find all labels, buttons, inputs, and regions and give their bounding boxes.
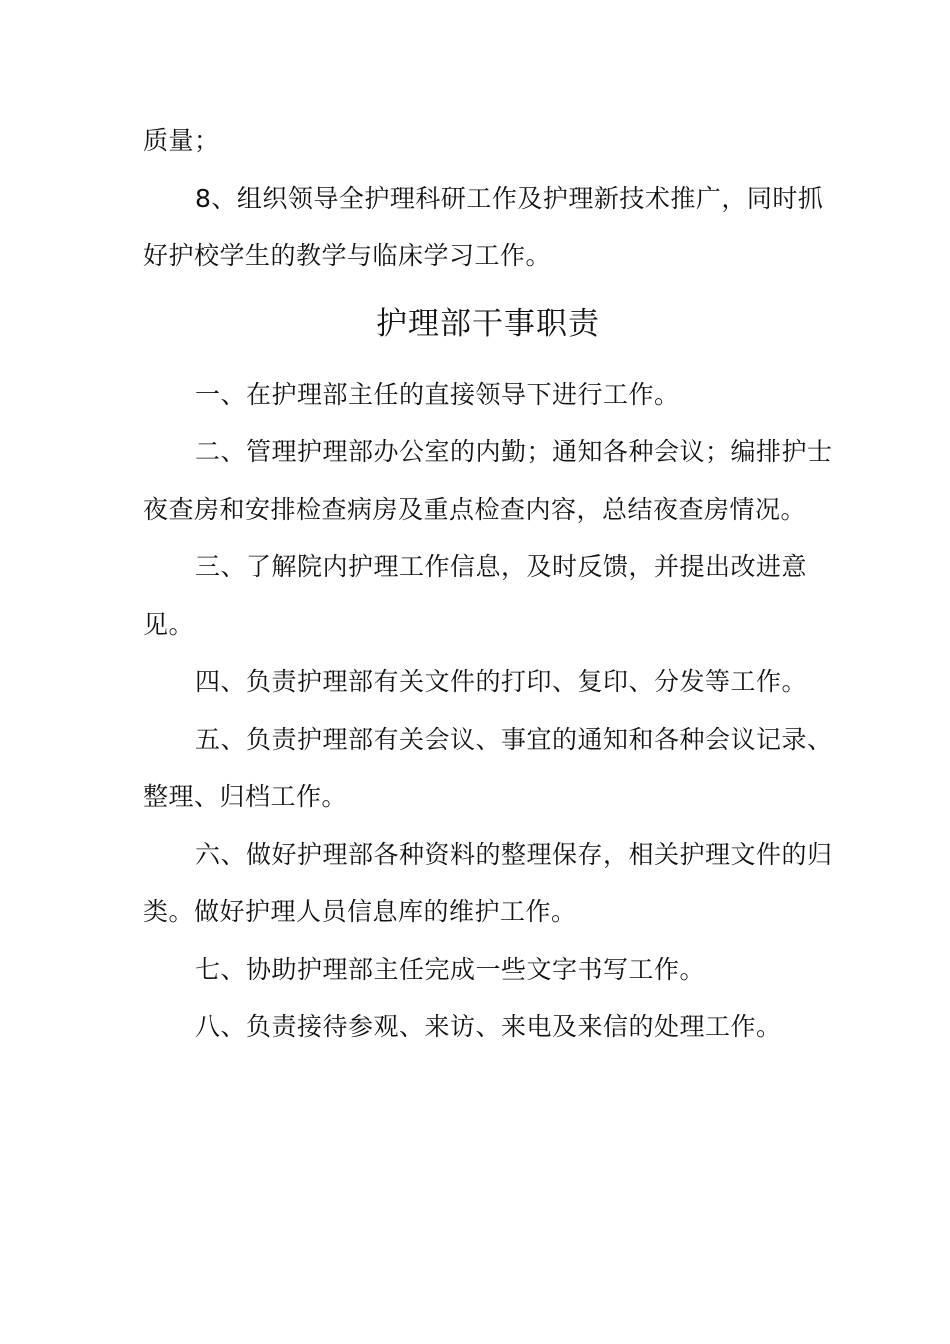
section-heading: 护理部干事职责 — [376, 305, 600, 342]
item-8-paragraph: 8、组织领导全护理科研工作及护理新技术推广，同时抓好护校学生的教学与临床学习工作。 — [143, 183, 824, 270]
duty-item-7: 七、协助护理部主任完成一些文字书写工作。 — [195, 954, 706, 984]
duty-item-5: 五、负责护理部有关会议、事宜的通知和各种会议记录、整理、归档工作。 — [143, 724, 833, 811]
duty-item-4: 四、负责护理部有关文件的打印、复印、分发等工作。 — [195, 667, 808, 696]
duty-item-3: 三、了解院内护理工作信息，及时反馈，并提出改进意见。 — [143, 552, 808, 639]
document-body — [143, 112, 833, 1056]
duty-item-6: 六、做好护理部各种资料的整理保存，相关护理文件的归类。做好护理人员信息库的维护工作。 — [143, 839, 833, 926]
continuation-paragraph: 质量； — [143, 126, 220, 155]
duty-item-1: 一、在护理部主任的直接领导下进行工作。 — [195, 379, 680, 409]
duty-item-2: 二、管理护理部办公室的内勤；通知各种会议；编排护士夜查房和安排检查病房及重点检查内容，总结夜查房情况。 — [143, 437, 833, 524]
duty-item-8: 八、负责接待参观、来访、来电及来信的处理工作。 — [195, 1012, 782, 1041]
